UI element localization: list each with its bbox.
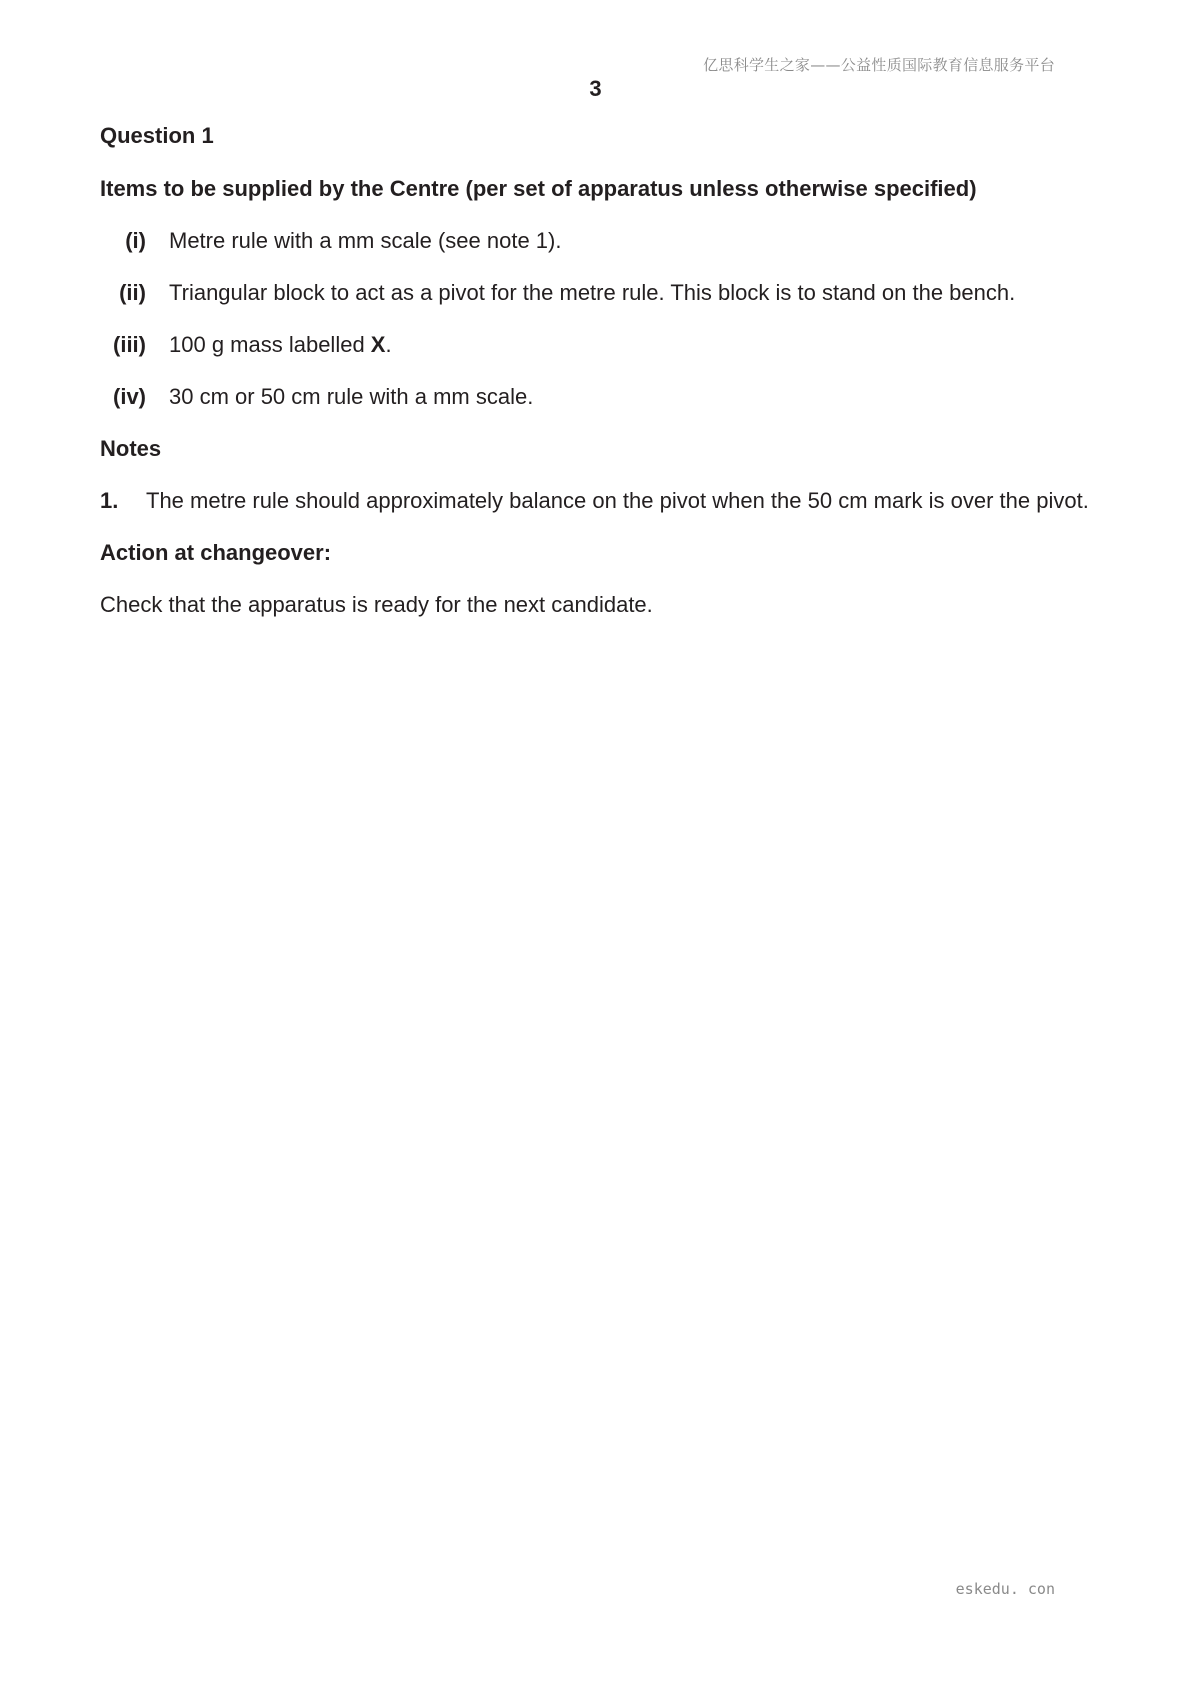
notes-heading: Notes	[100, 436, 162, 461]
item-number: (iii)	[113, 332, 146, 357]
item-text: 30 cm or 50 cm rule with a mm scale.	[169, 384, 534, 409]
note-number: 1.	[100, 488, 119, 513]
item-text: 100 g mass labelled X.	[169, 332, 392, 357]
document-body	[100, 120, 1100, 618]
items-list	[100, 228, 1100, 410]
action-text: Check that the apparatus is ready for the next candidate.	[100, 592, 653, 617]
watermark-text: 亿思科学生之家——公益性质国际教育信息服务平台	[703, 56, 1055, 74]
footer-watermark: eskedu. con	[955, 1580, 1055, 1598]
item-text: Triangular block to act as a pivot for the metre rule. This block is to stand on the bench.	[169, 280, 1016, 305]
note-item	[100, 488, 1100, 514]
item-text: Metre rule with a mm scale (see note 1).	[169, 228, 562, 253]
list-item	[100, 332, 1100, 358]
list-item	[100, 384, 1100, 410]
note-text: The metre rule should approximately balance on the pivot when the 50 cm mark is over the pivot.	[146, 488, 1089, 513]
item-number: (i)	[125, 228, 146, 253]
question-title: Question 1	[100, 123, 214, 148]
list-item	[100, 280, 1100, 306]
page-number: 3	[589, 76, 602, 101]
list-item	[100, 228, 1100, 254]
items-heading: Items to be supplied by the Centre (per set of apparatus unless otherwise specified)	[100, 176, 977, 201]
item-number: (ii)	[119, 280, 146, 305]
action-heading: Action at changeover:	[100, 540, 332, 565]
item-number: (iv)	[113, 384, 146, 409]
